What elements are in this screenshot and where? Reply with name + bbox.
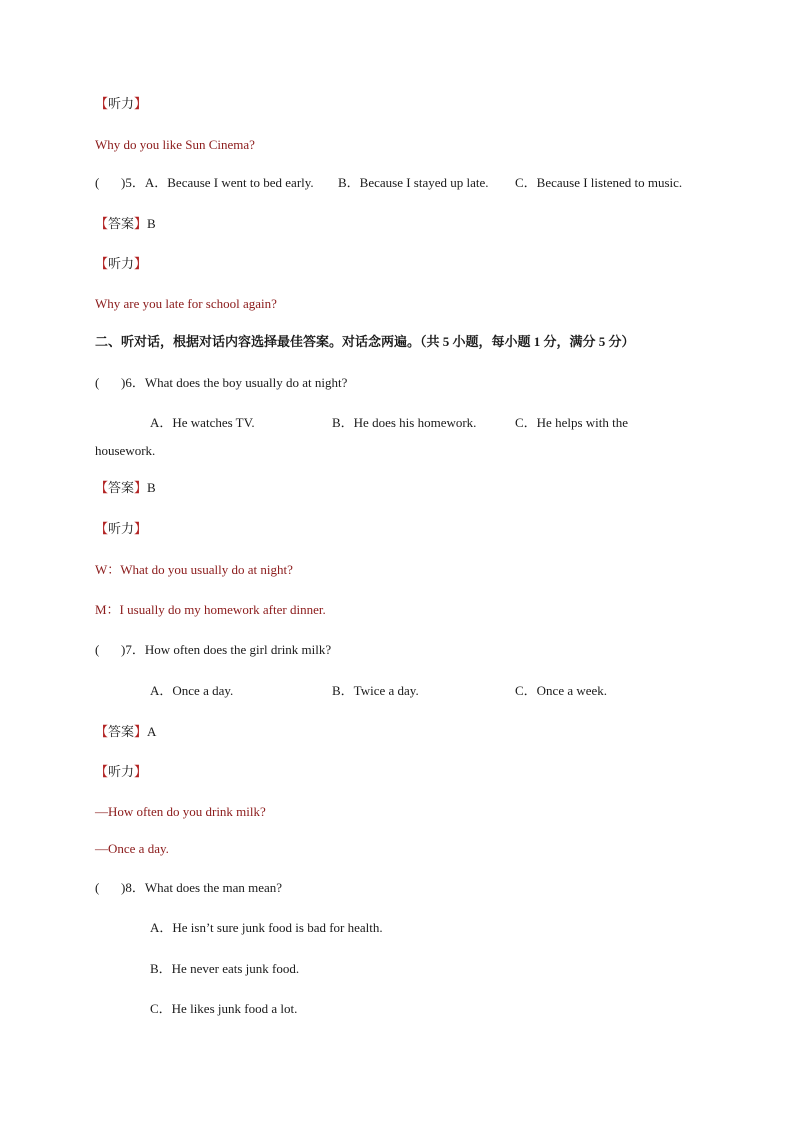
answer-tag: 【答案】A	[95, 724, 157, 739]
answer-blank: (	[95, 642, 100, 657]
listening-script-2: —Once a day.	[95, 841, 169, 856]
listening-script-m: M：I usually do my homework after dinner.	[95, 602, 326, 617]
question-text: What does the boy usually do at night?	[144, 375, 348, 390]
listening-tag: 【听力】	[95, 521, 148, 536]
q7-option-c: C．Once a week.	[515, 683, 608, 698]
q6-option-c: C．He helps with the	[515, 415, 629, 430]
question-6: ( )6．What does the boy usually do at night?	[95, 375, 348, 390]
q6-option-c-continued: housework.	[95, 443, 156, 458]
question-text: What does the man mean?	[144, 880, 283, 895]
listening-tag: 【听力】	[95, 256, 148, 271]
q5-option-b: B．Because I stayed up late.	[338, 175, 489, 190]
question-number: 5．	[125, 175, 145, 190]
question-7: ( )7．How often does the girl drink milk?	[95, 642, 332, 657]
answer-blank: (	[95, 880, 100, 895]
answer-tag: 【答案】B	[95, 216, 156, 231]
bracket-open: 【	[95, 96, 109, 111]
question-8: ( )8．What does the man mean?	[95, 880, 283, 895]
q8-option-a: A．He isn’t sure junk food is bad for health.	[150, 920, 383, 935]
question-5: ( )5．A．Because I went to bed early.	[95, 175, 314, 190]
answer-value: B	[147, 216, 156, 231]
section-heading: 二、听对话，根据对话内容选择最佳答案。对话念两遍。（共 5 小题，每小题 1 分，满分 5 分）	[95, 334, 635, 349]
listening-label: 听力	[108, 96, 135, 111]
listening-script-w: W：What do you usually do at night?	[95, 562, 293, 577]
question-number: 8．	[125, 880, 145, 895]
bracket-close: 】	[134, 96, 148, 111]
q8-option-c: C．He likes junk food a lot.	[150, 1001, 298, 1016]
listening-script: Why do you like Sun Cinema?	[95, 137, 255, 152]
question-text: How often does the girl drink milk?	[144, 642, 332, 657]
listening-script: Why are you late for school again?	[95, 296, 277, 311]
answer-value: A	[147, 724, 157, 739]
q7-option-b: B．Twice a day.	[332, 683, 419, 698]
answer-blank: (	[95, 175, 100, 190]
answer-blank: (	[95, 375, 100, 390]
q8-option-b: B．He never eats junk food.	[150, 961, 300, 976]
listening-script-1: —How often do you drink milk?	[95, 804, 266, 819]
question-number: 6．	[125, 375, 145, 390]
option-a: A．Because I went to bed early.	[144, 175, 314, 190]
listening-tag	[95, 96, 147, 112]
q6-option-b: B．He does his homework.	[332, 415, 477, 430]
question-number: 7．	[125, 642, 145, 657]
q7-option-a: A．Once a day.	[150, 683, 234, 698]
listening-tag: 【听力】	[95, 764, 148, 779]
q6-option-a: A．He watches TV.	[150, 415, 255, 430]
answer-value: B	[147, 480, 156, 495]
answer-tag: 【答案】B	[95, 480, 156, 495]
q5-option-c: C．Because I listened to music.	[515, 175, 683, 190]
